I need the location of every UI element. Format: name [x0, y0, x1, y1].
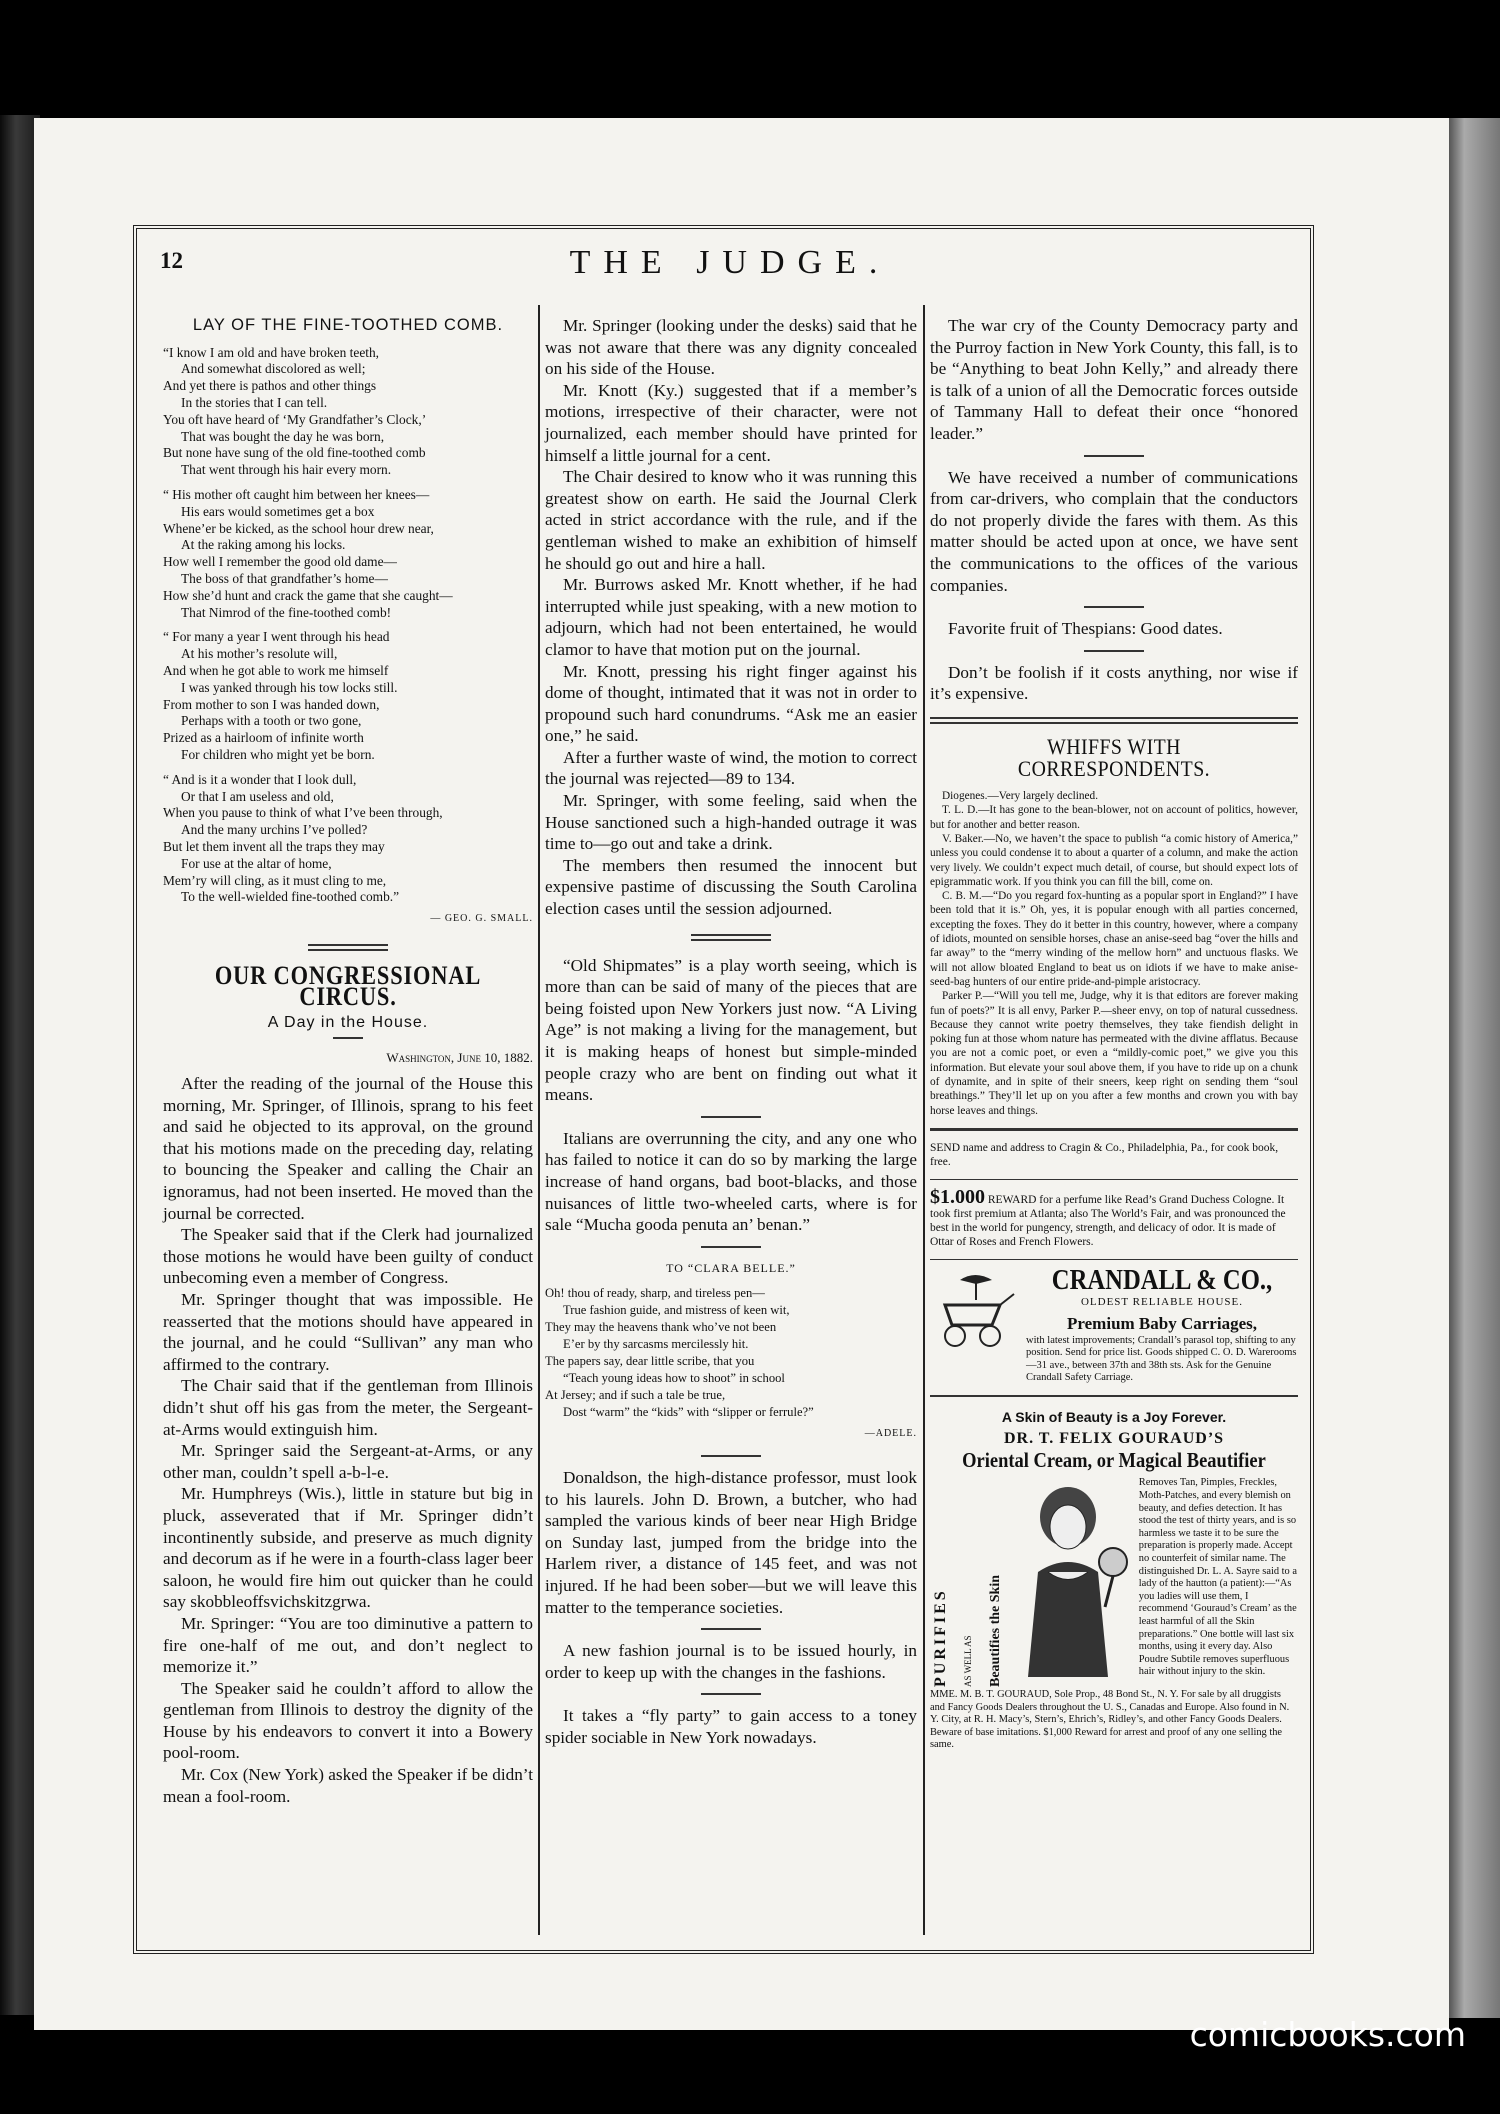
- poem-line: I was yanked through his tow locks still.: [181, 679, 398, 695]
- lady-portrait-icon: [1013, 1477, 1133, 1687]
- poem-line: At his mother’s resolute will,: [181, 646, 338, 662]
- paragraph: The members then resumed the innocent but expensive pastime of discussing the South Carolina election cases until the session adjourned.: [545, 855, 917, 919]
- watermark: comicbooks.com: [1189, 2015, 1466, 2054]
- poem-line: His ears would sometimes get a box: [181, 503, 375, 519]
- poem-line: At the raking among his locks.: [181, 537, 346, 553]
- paragraph: C. B. M.—“Do you regard fox-hunting as a popular sport in England?” I have been told that it is.” Oh, yes, it is popular enough with all parties concerned, excepting the foxes. They do it better in this country, however, where a company of idiots, mounted on sensible horses, chase an anise-seed bag “over the hills and far away” to the “merry winding of the mellow horn” and unctuous flasks. We will not allow bloated England to beat us on idiots if we have to make anise-seed-bag hunters of our entire pride-and-pimple aristocracy.: [930, 890, 1298, 988]
- poem-line: And when he got able to work me himself: [163, 662, 389, 678]
- poem-line: Dost “warm” the “kids” with “slipper or ferrule?”: [563, 1405, 814, 1420]
- beauty-text: Removes Tan, Pimples, Freckles, Moth-Patches, and every blemish on beauty, and defies detection. It has stood the test of thirty years, and is so harmless we taste it to be sure the preparation is properly made. Accept no counterfeit of similar name. The distinguished Dr. L. A. Sayre said to a lady of the hautton (a patient):—“As you ladies will use them, I recommend ‘Gouraud’s Cream’ as the least harmful of all the Skin preparations.” One bottle will last six months, using it every day. Also Poudre Subtile removes superfluous hair without injury to the skin.: [1138, 1477, 1297, 1678]
- paragraph: Mr. Springer (looking under the desks) said that he was not aware that there was any dignity concealed on his side of the House.: [545, 316, 917, 379]
- paragraph: Mr. Cox (New York) asked the Speaker if be didn’t mean a fool-room.: [163, 1765, 533, 1806]
- column-1: [163, 315, 533, 1807]
- paragraph-donaldson: Donaldson, the high-distance professor, must look to his laurels. John D. Brown, a butcher, who had sampled the various kinds of beer near High Bridge on Sunday last, jumped from the bridge into the Harlem river, a distance of 145 feet, and was not injured. If he had been sober—but we will leave this matter to the temperance societies.: [545, 1467, 917, 1617]
- paragraph: Mr. Humphreys (Wis.), little in stature but big in pluck, asseverated that if Mr. Springer didn’t incontinently subside, and preserve as much dignity and decorum as if he were in a fourth-class lager beer saloon, he would fire him out quicker than he could say skobbleoffsvichskitzgrwa.: [163, 1484, 533, 1612]
- poem-line: How she’d hunt and crack the game that she caught—: [163, 587, 453, 603]
- correspondents-list: [930, 789, 1298, 1118]
- poem-line: “ And is it a wonder that I look dull,: [163, 771, 357, 787]
- poem-line: And somewhat discolored as well;: [181, 361, 366, 377]
- poem-line: From mother to son I was handed down,: [163, 696, 380, 712]
- paragraph: V. Baker.—No, we haven’t the space to publish “a comic history of America,” unless you could condense it to about a quarter of a column, and make the action very lively. We couldn’t expect much detail, of course, but should expect lots of epigrammatic work. If you think you can fill the bill, come on.: [930, 832, 1298, 888]
- divider: [701, 1116, 761, 1118]
- paragraph: Mr. Knott (Ky.) suggested that if a member’s motions, irrespective of their character, were not journalized, each member should have printed for himself a little journal for a cent.: [545, 380, 917, 465]
- poem-line: E’er by thy sarcasms mercilessly hit.: [563, 1337, 749, 1352]
- divider: [701, 1246, 761, 1248]
- paragraph: Parker P.—“Will you tell me, Judge, why it is that editors are forever making fun of poets?” It is all envy, Parker P.—sheer envy, on top of natural cussedness. Because they cannot write poetry themselves, they take fiendish delight in poking fun at those whom nature has permeated with the divine afflatus. Because you are not a comic poet, or even a “mildly-comic poet,” we give you this information. But elevate your soul above them, if you have to ride up on a chunk of dynamite, and in spite of their sneers, keep right on sending them “soul breathings.” They’ll let up on you after a few months and crown you with bay horse leaves and things.: [930, 990, 1298, 1117]
- ad-crandall: [930, 1264, 1298, 1385]
- paragraph: Mr. Springer, with some feeling, said when the House sanctioned such a high-handed outrage it was time to—go out and take a drink.: [545, 791, 917, 854]
- poem-line: Mem’ry will cling, as it must cling to me,: [163, 872, 387, 888]
- poem-line: The papers say, dear little scribe, that you: [545, 1354, 755, 1369]
- poem-line: Oh! thou of ready, sharp, and tireless pen—: [545, 1286, 765, 1301]
- paragraph: Favorite fruit of Thespians: Good dates.: [948, 619, 1223, 639]
- paragraph: The Chair said that if the gentleman from Illinois didn’t shut off his gas from the meter, the Sergeant-at-Arms would extinguish him.: [163, 1376, 533, 1439]
- article-body-continued: [545, 315, 917, 920]
- paragraph: The war cry of the County Democracy party and the Purroy faction in New York County, this fall, is to be “Anything to beat John Kelly,” and already there is talk of a union of all the Democratic forces outside of Tammany Hall to defeat their once “honored leader.”: [930, 316, 1298, 443]
- beauty-title: Oriental Cream, or Magical Beautifier: [962, 1447, 1266, 1472]
- paragraph: Mr. Springer: “You are too diminutive a pattern to fire one-half of me out, and don’t neglect to memorize it.”: [163, 1613, 533, 1677]
- paragraph: We have received a number of communications from car-drivers, who complain that the conductors do not properly divide the fares with them. As this matter should be acted upon at once, we have sent the communications to the offices of the various companies.: [930, 467, 1298, 595]
- divider: [701, 1628, 761, 1630]
- poem-title: TO “CLARA BELLE.”: [666, 1260, 796, 1275]
- paragraph-shipmates: “Old Shipmates” is a play worth seeing, which is more than can be said of many of the pieces that are being foisted upon New Yorkers just now. “A Living Age” is not making a living for the management, but it is making heaps of honest but simple-minded people crazy who are bent on finding out what it means.: [545, 955, 917, 1105]
- crandall-text: with latest improvements; Crandall’s parasol top, shifting to any position. Send for price list. Goods shipped C. O. D. Warerooms—31 ave., between 37th and 38th sts. Ask for the Genuine Crandall Safety Carriage.: [1026, 1334, 1297, 1384]
- paragraph-new-journal: A new fashion journal is to be issued hourly, in order to keep up with the changes in the fashions.: [545, 1641, 917, 1682]
- paragraph: After the reading of the journal of the House this morning, Mr. Springer, of Illinois, sprang to his feet and said he objected to its approval, on the ground that his motions made on the preceding day, relating to bouncing the Speaker and calling the Chair an ignoramus, had not been inserted. He moved than the journal be corrected.: [163, 1074, 533, 1223]
- poem-line: And yet there is pathos and other things: [163, 378, 377, 394]
- poem-line: [163, 764, 533, 772]
- poem-line: [163, 621, 533, 629]
- paragraph: Mr. Knott, pressing his right finger against his dome of thought, intimated that it was not in order to propound such hard conundrums. “Ask me an easier one,” he said.: [545, 661, 917, 746]
- divider: [930, 1395, 1298, 1397]
- poem-line: And the many urchins I’ve polled?: [181, 822, 368, 838]
- divider: [1084, 606, 1144, 608]
- poem-line: “Teach young ideas how to shoot” in school: [563, 1371, 785, 1386]
- column-2: [545, 315, 917, 1748]
- beauty-side-3: Beautifies the Skin: [988, 1575, 1004, 1688]
- reward-amount: $1.000: [930, 1185, 985, 1208]
- poem-line: That Nimrod of the fine-toothed comb!: [181, 604, 392, 620]
- beauty-side-1: PURIFIES: [932, 1588, 949, 1688]
- poem-line: For use at the altar of home,: [181, 855, 332, 871]
- poem-line: That was bought the day he was born,: [181, 428, 385, 444]
- poem-line: Perhaps with a tooth or two gone,: [181, 713, 362, 729]
- page-number: 12: [160, 248, 183, 273]
- crandall-name: CRANDALL & CO.,: [1051, 1264, 1273, 1296]
- ad-reward: [930, 1185, 1298, 1249]
- poem-line: “ For many a year I went through his head: [163, 629, 390, 645]
- paragraph: The Speaker said that if the Clerk had journalized those motions he would have been guilty of conduct unbecoming even a member of Congress.: [163, 1225, 533, 1288]
- poem-line: At Jersey; and if such a tale be true,: [545, 1388, 726, 1403]
- poem-line: In the stories that I can tell.: [181, 394, 328, 410]
- divider: [930, 717, 1298, 724]
- divider: [701, 1455, 761, 1457]
- paragraph: Mr. Burrows asked Mr. Knott whether, if he had interrupted while just speaking, with a new motion to adjourn, which had not been entertained, he would clamor to have that motion put on the journal.: [545, 575, 917, 659]
- poem-line: The boss of that grandfather’s home—: [181, 570, 388, 586]
- poem-line: How well I remember the good old dame—: [163, 554, 397, 570]
- poem-line: [163, 479, 533, 487]
- poem-line: “ His mother oft caught him between her knees—: [163, 486, 430, 502]
- divider: [308, 944, 388, 951]
- paragraph-italians: Italians are overrunning the city, and any one who has failed to notice it can do so by marking the large increase of hand organs, bad boot-blacks, and those nuisances of little two-wheeled carts, where is for sale “Mucha gooda penuta an’ benan.”: [545, 1128, 917, 1235]
- poem-signature: —ADELE.: [864, 1428, 917, 1440]
- reward-text: REWARD for a perfume like Read’s Grand Duchess Cologne. It took first premium at Atlanta; also The World’s Fair, and was pronounced the best in the world for pungency, strength, and delicacy of odor. It is made of Ottar of Roses and French Flowers.: [930, 1193, 1286, 1248]
- page-edge: [1449, 118, 1500, 2018]
- section-title: WHIFFS WITH CORRESPONDENTS.: [1017, 733, 1211, 781]
- ad-cragin: SEND name and address to Cragin & Co., Philadelphia, Pa., for cook book, free.: [930, 1141, 1279, 1168]
- poem-line: That went through his hair every morn.: [181, 462, 392, 478]
- beauty-footer: MME. M. B. T. GOURAUD, Sole Prop., 48 Bond St., N. Y. For sale by all druggists and Fancy Goods Dealers throughout the U. S., Canadas and Europe. Also found in N. Y. City, at R. H. Macy’s, Stern’s, Ehrich’s, Ridley’s, and other Fancy Goods Dealers. Beware of base imitations. $1,000 Reward for arrest and proof of any one selling the same.: [930, 1689, 1290, 1751]
- column-rule: [538, 305, 540, 1935]
- divider: [1084, 455, 1144, 457]
- beauty-name: DR. T. FELIX GOURAUD’S: [1003, 1430, 1225, 1448]
- divider: [691, 934, 771, 941]
- page-header: [160, 244, 1300, 288]
- beauty-headline: A Skin of Beauty is a Joy Forever.: [1001, 1408, 1227, 1425]
- poem-line: True fashion guide, and mistress of keen wit,: [563, 1303, 790, 1318]
- poem-line: To the well-wielded fine-toothed comb.”: [181, 889, 400, 905]
- divider: [930, 1128, 1298, 1131]
- poem: [545, 1285, 917, 1421]
- crandall-product: Premium Baby Carriages,: [1067, 1314, 1257, 1334]
- poem-line: But let them invent all the traps they may: [163, 838, 385, 854]
- article-subtitle: A Day in the House.: [267, 1013, 429, 1031]
- poem-line: “I know I am old and have broken teeth,: [163, 344, 380, 360]
- poem-line: Whene’er be kicked, as the school hour drew near,: [163, 520, 434, 536]
- divider: [333, 1037, 363, 1039]
- column-rule: [923, 305, 925, 1935]
- paragraph: Don’t be foolish if it costs anything, nor wise if it’s expensive.: [930, 662, 1298, 704]
- poem-line: But none have sung of the old fine-toothed comb: [163, 445, 426, 461]
- article-title: OUR CONGRESSIONAL CIRCUS.: [214, 960, 482, 1012]
- paragraph: The Chair desired to know who it was running this greatest show on earth. He said the Journal Clerk acted in strict accordance with the rule, and if the gentleman wished to make an exhibition of himself he should go out and hire a hall.: [545, 467, 917, 573]
- paragraph: Mr. Springer said the Sergeant-at-Arms, or any other man, couldn’t spell a-b-l-e.: [163, 1441, 533, 1482]
- divider: [701, 1693, 761, 1695]
- paragraph: Diogenes.—Very largely declined.: [942, 790, 1099, 803]
- poem-line: For children who might yet be born.: [181, 746, 375, 762]
- poem-line: Or that I am useless and old,: [181, 788, 334, 804]
- dateline: Washington, June 10, 1882.: [386, 1050, 533, 1066]
- poem-line: You oft have heard of ‘My Grandfather’s Clock,’: [163, 411, 427, 427]
- beauty-side-2: AS WELL AS: [962, 1635, 973, 1688]
- paragraph: Mr. Springer thought that was impossible. He reasserted that the motions should have appeared in the journal, and he could “Sullivan” any man who affirmed to the contrary.: [163, 1290, 533, 1374]
- divider: [1084, 650, 1144, 652]
- poem-line: They may the heavens thank who’ve not been: [545, 1320, 777, 1335]
- divider: [930, 1179, 1298, 1180]
- baby-carriage-icon: [930, 1270, 1020, 1350]
- poem-line: Prized as a hairloom of infinite worth: [163, 730, 364, 746]
- article-body: [163, 1073, 533, 1807]
- crandall-subtitle: OLDEST RELIABLE HOUSE.: [1080, 1295, 1244, 1308]
- divider: [930, 1259, 1298, 1260]
- paragraph: T. L. D.—It has gone to the bean-blower, not on account of politics, however, but for another and better reason.: [930, 804, 1298, 831]
- column-3: [930, 315, 1298, 1752]
- masthead: THE JUDGE.: [569, 244, 891, 281]
- poem-signature: — GEO. G. SMALL.: [430, 913, 533, 925]
- ad-gouraud: [930, 1407, 1298, 1752]
- poem-line: When you pause to think of what I’ve been through,: [163, 805, 443, 821]
- paragraph-fly-party: It takes a “fly party” to gain access to a toney spider sociable in New York nowadays.: [545, 1706, 917, 1747]
- poem-title: LAY OF THE FINE-TOOTHED COMB.: [192, 316, 504, 334]
- paragraph: After a further waste of wind, the motion to correct the journal was rejected—89 to 134.: [545, 747, 917, 789]
- poem: [163, 345, 533, 907]
- paragraph: The Speaker said he couldn’t afford to allow the gentleman from Illinois to destroy the dignity of the House by his endeavors to convert it into a Bowery pool-room.: [163, 1678, 533, 1763]
